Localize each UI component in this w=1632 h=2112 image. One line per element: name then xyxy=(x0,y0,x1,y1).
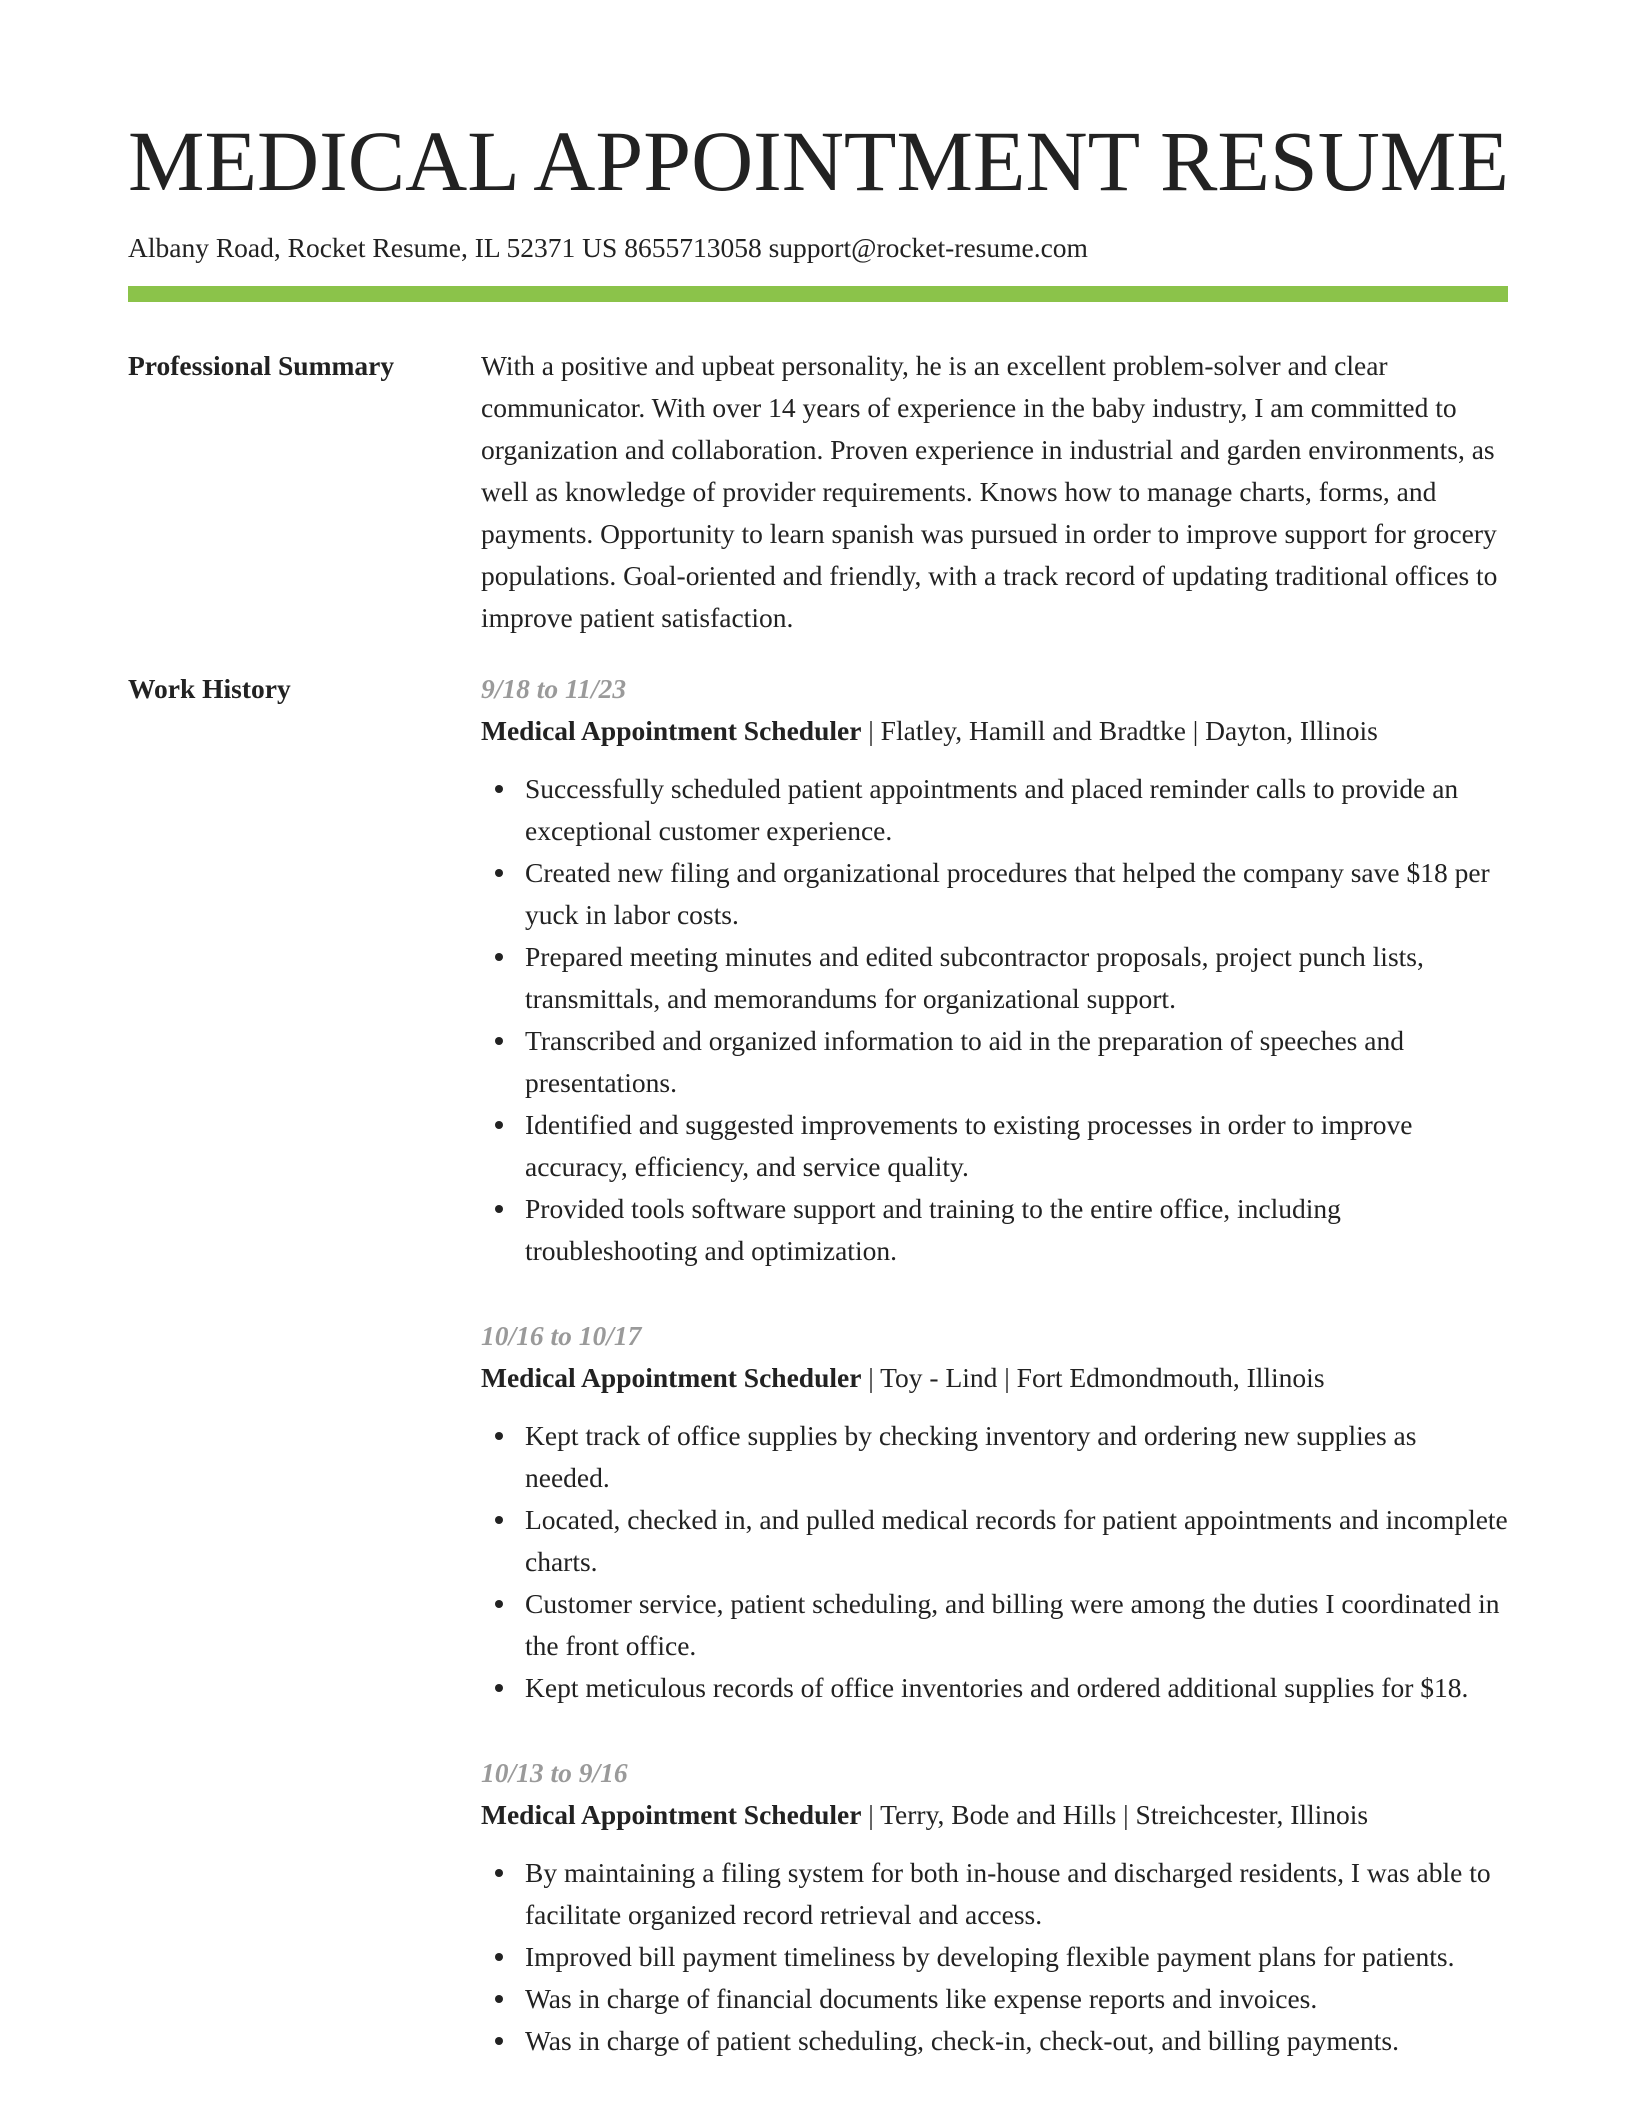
job-bullet-text: Was in charge of patient scheduling, check-in, check-out, and billing payments. xyxy=(525,2025,1399,2056)
bullet-icon xyxy=(495,1869,503,1877)
job-bullet xyxy=(481,1852,1508,1936)
job-bullet xyxy=(481,1104,1508,1188)
job-bullet-text: By maintaining a filing system for both in-house and discharged residents, I was able to facilitate organized record retrieval and access. xyxy=(525,1857,1491,1930)
job-entry xyxy=(481,1315,1508,1709)
contact-address: Albany Road, Rocket Resume, IL 52371 US xyxy=(128,232,618,263)
job-entry xyxy=(481,668,1508,1272)
job-bullet xyxy=(481,1188,1508,1272)
bullet-icon xyxy=(495,1037,503,1045)
job-bullet-text: Transcribed and organized information to aid in the preparation of speeches and presentations. xyxy=(525,1025,1404,1098)
job-dates: 10/16 to 10/17 xyxy=(481,1320,642,1351)
job-details: | Flatley, Hamill and Bradtke | Dayton, Illinois xyxy=(861,715,1378,746)
job-bullet-list xyxy=(481,1415,1508,1709)
job-heading xyxy=(481,710,1508,752)
bullet-icon xyxy=(495,1121,503,1129)
job-bullet xyxy=(481,1499,1508,1583)
job-bullet-list xyxy=(481,1852,1508,2062)
job-details: | Terry, Bode and Hills | Streichcester, Illinois xyxy=(861,1799,1369,1830)
job-bullet-text: Prepared meeting minutes and edited subcontractor proposals, project punch lists, transmittals, and memorandums for organizational support. xyxy=(525,941,1424,1014)
job-bullet-text: Kept track of office supplies by checking inventory and ordering new supplies as needed. xyxy=(525,1420,1417,1493)
job-bullet-text: Improved bill payment timeliness by developing flexible payment plans for patients. xyxy=(525,1941,1455,1972)
contact-phone: 8655713058 xyxy=(624,232,762,263)
header-divider xyxy=(128,286,1508,302)
job-bullet-text: Identified and suggested improvements to existing processes in order to improve accuracy, efficiency, and service quality. xyxy=(525,1109,1413,1182)
bullet-icon xyxy=(495,1205,503,1213)
job-bullet xyxy=(481,1415,1508,1499)
summary-text: With a positive and upbeat personality, he is an excellent problem-solver and clear communicator. With over 14 years of experience in the baby industry, I am committed to organization and collaboration. Proven experience in industrial and garden environments, as well as knowledge of provider requirements. Knows how to manage charts, forms, and payments. Opportunity to learn spanish was pursued in order to improve support for grocery populations. Goal-oriented and friendly, with a track record of updating traditional offices to improve patient satisfaction. xyxy=(481,350,1498,633)
job-title: Medical Appointment Scheduler xyxy=(481,1799,862,1830)
job-bullet xyxy=(481,2020,1508,2062)
job-bullet xyxy=(481,1667,1508,1709)
contact-line xyxy=(128,230,1088,266)
job-details: | Toy - Lind | Fort Edmondmouth, Illinois xyxy=(861,1362,1325,1393)
job-bullet-text: Successfully scheduled patient appointments and placed reminder calls to provide an exceptional customer experience. xyxy=(525,773,1459,846)
job-bullet xyxy=(481,768,1508,852)
bullet-icon xyxy=(495,953,503,961)
bullet-icon xyxy=(495,2037,503,2045)
bullet-icon xyxy=(495,1953,503,1961)
job-bullet xyxy=(481,936,1508,1020)
section-label-summary: Professional Summary xyxy=(128,350,395,381)
job-bullet xyxy=(481,1936,1508,1978)
job-title: Medical Appointment Scheduler xyxy=(481,715,862,746)
job-bullet xyxy=(481,1978,1508,2020)
bullet-icon xyxy=(495,1995,503,2003)
bullet-icon xyxy=(495,1516,503,1524)
bullet-icon xyxy=(495,1684,503,1692)
resume-title: MEDICAL APPOINTMENT RESUME xyxy=(128,113,1509,209)
job-heading xyxy=(481,1794,1508,1836)
contact-email: support@rocket-resume.com xyxy=(768,232,1088,263)
bullet-icon xyxy=(495,785,503,793)
job-dates: 10/13 to 9/16 xyxy=(481,1757,628,1788)
job-bullet xyxy=(481,1583,1508,1667)
job-bullet-text: Created new filing and organizational procedures that helped the company save $18 per yuck in labor costs. xyxy=(525,857,1490,930)
section-label-work-history: Work History xyxy=(128,673,291,704)
job-bullet-list xyxy=(481,768,1508,1272)
job-bullet-text: Provided tools software support and training to the entire office, including troubleshooting and optimization. xyxy=(525,1193,1341,1266)
job-bullet xyxy=(481,1020,1508,1104)
job-heading xyxy=(481,1357,1508,1399)
bullet-icon xyxy=(495,1432,503,1440)
job-bullet-text: Customer service, patient scheduling, and billing were among the duties I coordinated in the front office. xyxy=(525,1588,1500,1661)
bullet-icon xyxy=(495,869,503,877)
job-dates: 9/18 to 11/23 xyxy=(481,673,627,704)
job-bullet-text: Kept meticulous records of office inventories and ordered additional supplies for $18. xyxy=(525,1672,1469,1703)
job-title: Medical Appointment Scheduler xyxy=(481,1362,862,1393)
job-bullet xyxy=(481,852,1508,936)
work-history-body xyxy=(481,668,1508,2105)
job-entry xyxy=(481,1752,1508,2062)
bullet-icon xyxy=(495,1600,503,1608)
job-bullet-text: Located, checked in, and pulled medical records for patient appointments and incomplete charts. xyxy=(525,1504,1508,1577)
summary-body xyxy=(481,345,1508,639)
job-bullet-text: Was in charge of financial documents like expense reports and invoices. xyxy=(525,1983,1318,2014)
